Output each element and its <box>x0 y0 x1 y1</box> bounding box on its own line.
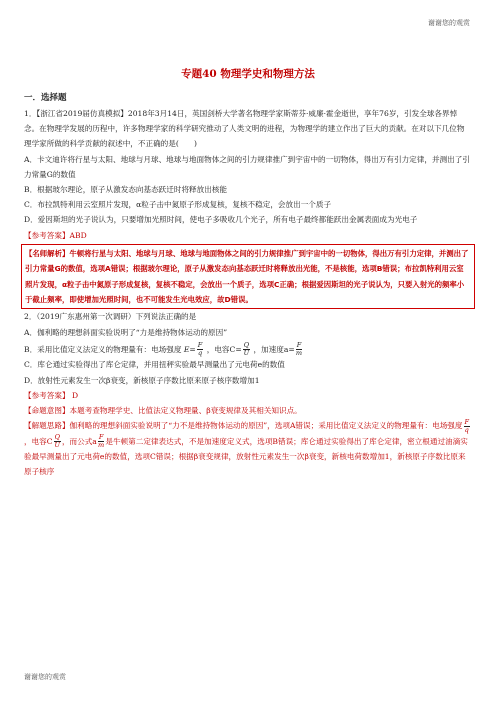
q2-option-b <box>24 342 472 358</box>
q1-option-d: D．爱因斯坦的光子说认为，只要增加光照时间，使电子多吸收几个光子，所有电子最终都能跃出金属表面成为光电子 <box>24 215 418 225</box>
eq-sign: = <box>189 344 196 354</box>
formula-a-frac <box>296 342 303 357</box>
q1-answer: 【参考答案】ABD <box>24 230 87 240</box>
formula-e-den: q <box>197 349 203 358</box>
q2-option-b-mid2: ，加速度a <box>253 344 289 354</box>
q1-option-b: B．根据玻尔理论，原子从激发态向基态跃迁时将释放出核能 <box>24 185 228 195</box>
page-header: 谢谢您的观赏 <box>428 19 470 27</box>
formula-e-num: F <box>197 341 203 350</box>
page-footer: 谢谢您的观赏 <box>24 673 66 681</box>
formula-c-frac <box>243 342 250 357</box>
q2-option-b-mid1: ，电容C <box>206 344 236 354</box>
formula-e-frac <box>197 342 204 357</box>
sol-e-num: F <box>464 417 470 426</box>
page-title: 专题40 物理学史和物理方法 <box>181 68 315 80</box>
q2-option-c: C．库仑通过实验得出了库仑定律，并用扭秤实验最早测量出了元电荷e的数值 <box>24 360 285 370</box>
q2-option-d: D．放射性元素发生一次β衰变，新核原子序数比原来原子核序数增加1 <box>24 375 260 385</box>
q2-answer: 【参考答案】 D <box>24 390 79 400</box>
formula-e-lhs: E <box>183 344 190 354</box>
q2-solution-rest: 是牛顿第二定律表达式，不是加速度定义式，选项B错误；库仑通过实验得出了库仑定律，密立根通过油滴实验最早测量出了元电荷e的数值，选项C错误；根据β衰变规律，放射性元素发生一次β衰变，新核电荷数增加1，新核原子序数比原来原子核序 <box>24 436 468 477</box>
formula-a-num: F <box>296 341 302 350</box>
section-heading: 一．选择题 <box>24 93 67 103</box>
sol-a-num: F <box>98 433 104 442</box>
q2-solution <box>24 418 472 479</box>
sol-c-num: Q <box>54 433 60 442</box>
sol-c-den: U <box>54 441 60 450</box>
document-body <box>24 106 472 480</box>
q1-option-c: C．布拉凯特利用云室照片发现，α粒子击中氮原子形成复核，复核不稳定，会放出一个质子 <box>24 200 332 210</box>
formula-a-den: m <box>295 349 303 358</box>
q1-stem: 1．【浙江省2019届仿真模拟】2018年3月14日，英国剑桥大学著名物理学家斯蒂芬·威廉·霍金逝世，享年76岁，引发全球各界悼念。在物理学发展的历程中，许多物理学家的科学研究推动了人类文明的进程，为物理学的建立作出了巨大的贡献。在对以下几位物理学家所做的科学贡献的叙述中，不正确的是( ) <box>24 109 465 149</box>
q2-solution-mid1: ，电容C <box>24 436 53 446</box>
q1-option-a: A．卡文迪许将行星与太阳、地球与月球、地球与地面物体之间的引力规律推广到宇宙中的一切物体，得出万有引力定律，并测出了引力常量G的数值 <box>24 154 470 179</box>
q2-stem: 2．（2019广东惠州第一次调研）下列说法正确的是 <box>24 312 197 322</box>
sol-a-den: m <box>98 441 105 450</box>
sol-a-frac <box>98 434 105 449</box>
sol-e-den: q <box>464 425 469 434</box>
q2-option-b-pre: B．采用比值定义法定义的物理量有：电场强度 <box>24 344 182 354</box>
formula-c-num: Q <box>243 341 250 350</box>
sol-e-frac <box>464 419 471 434</box>
eq-sign: = <box>235 344 242 354</box>
q1-analysis: 【名师解析】牛顿将行星与太阳、地球与月球、地球与地面物体之间的引力规律推广到宇宙中的一切物体，得出万有引力定律，并测出了引力常量G的数值，选项A错误；根据玻尔理论，原子从激发态向基态跃迁时将释放出光能，不是核能，选项B错误；布拉凯特利用云室照片发现，α粒子击中氮原子形成复核，复核不稳定，会放出一个质子，选项C正确；根据爱因斯坦的光子说认为，只要入射光的频率小于截止频率，即使增加光照时间，也不可能发生光电效应，故D错误。 <box>25 248 469 305</box>
q2-solution-pre: 【解题思路】伽利略的理想斜面实验说明了“力不是维持物体运动的原因”，选项A错误；采用比值定义法定义的物理量有：电场强度 <box>24 421 463 431</box>
sol-c-frac <box>54 434 61 449</box>
q2-intent: 【命题意图】本题考查物理学史、比值法定义物理量、β衰变规律及其相关知识点。 <box>24 405 302 415</box>
eq-sign: = <box>288 344 295 354</box>
q1-analysis-box <box>21 244 475 310</box>
formula-c-den: U <box>243 349 250 358</box>
q2-solution-mid2: ，而公式a <box>61 436 97 446</box>
q2-option-a: A．伽利略的理想斜面实验说明了“力是维持物体运动的原因” <box>24 327 228 337</box>
